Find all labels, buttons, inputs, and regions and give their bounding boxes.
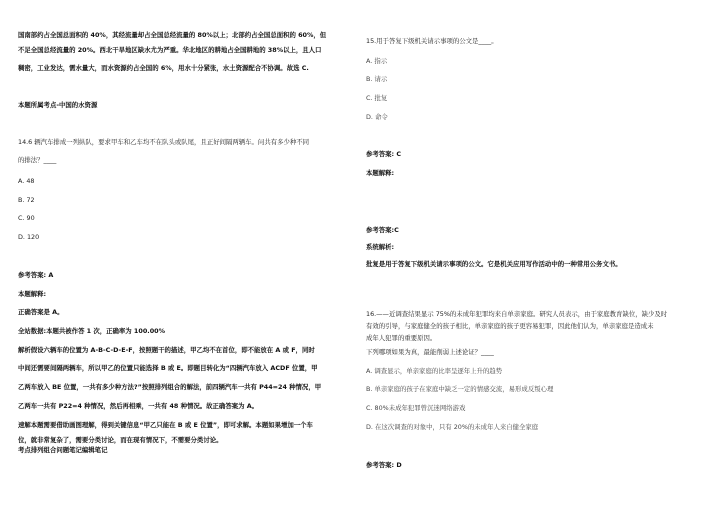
reference-answer: 参考答案: D [366,461,402,469]
question-16-stem: 有效的引导，与家庭健全的孩子相比，单亲家庭的孩子更容易犯罪，因此他们认为，单亲家庭是造成未 [366,322,654,330]
option-b: B. 72 [18,196,35,204]
solution-line: 解析假设六辆车的位置为 A-B-C-D-E-F，按照题干的描述，甲乙均不在首位，即不能放在 A 或 F，同时 [18,346,315,354]
system-analysis-text: 批复是用于答复下级机关请示事项的公文。它是机关应用写作活动中的一种常用公务文书。 [366,260,622,268]
solution-line: 速解本题需要借助画图理解，得到关键信息“甲乙只能在 B 或 E 位置”，即可求解。本题如果增加一个车 [18,421,313,429]
option-b: B. 单亲家庭的孩子在家庭中缺乏一定的情感交流，易形成反叛心理 [366,385,554,393]
option-c: C. 80%未成年犯罪曾沉迷网络游戏 [366,404,466,412]
question-14-stem: 的排法？____ [18,156,57,164]
option-a: A. 48 [18,177,35,185]
option-b: B. 请示 [366,75,388,83]
reference-answer: 参考答案: A [18,271,54,279]
solution-line: 中间还需要间隔两辆车，所以甲乙的位置只能选择 B 或 E。即题目转化为“四辆汽车放入 ACDF 位置，甲 [18,364,318,372]
question-16-stem: 16.——近调查结果显示 75%的未成年犯罪均来自单亲家庭。研究人员表示，由于家庭教育缺位，缺少及时 [366,310,668,318]
intro-line: 不足全国总经流量的 20%。西北干旱地区缺水尤为严重。华北地区的耕地占全国耕地的 38%以上，且人口 [18,46,322,54]
question-15-stem: 15.用于答复下级机关请示事项的公文是____。 [366,37,498,45]
analysis-title: 本题解释: [366,169,395,177]
option-d: D. 命令 [366,113,388,121]
option-d: D. 120 [18,233,40,241]
option-c: C. 批复 [366,94,388,102]
solution-line: 位，就非常复杂了，需要分类讨论，而在现有情况下，不需要分类讨论。 [18,436,223,444]
correct-answer: 正确答案是 A。 [18,308,64,316]
option-c: C. 90 [18,214,35,222]
reference-answer: 参考答案:C [366,226,399,234]
reference-answer: 参考答案: C [366,150,402,158]
option-a: A. 调查显示，单亲家庭的比率呈逐年上升的趋势 [366,367,503,375]
knowledge-point: 考点排列组合问题笔记编辑笔记 [18,446,108,454]
site-statistics: 全站数据:本题共被作答 1 次，正确率为 100.00% [18,327,165,335]
system-analysis-title: 系统解析: [366,243,395,251]
option-d: D. 在这次调查的对象中，只有 20%的未成年人来自健全家庭 [366,423,539,431]
analysis-title: 本题解释: [18,290,47,298]
question-14-stem: 14.6 辆汽车排成一列纵队，要求甲车和乙车均不在队头或队尾，且正好间隔两辆车。问共有多少种不同 [18,138,310,146]
solution-line: 乙两车放入 BE 位置，一共有多少种方法?”按照排列组合的解法，前四辆汽车一共有 P44=24 种情况，甲 [18,383,322,391]
knowledge-point: 本题所属考点-中国的水资源 [18,101,98,109]
question-16-prompt: 下列哪项如果为真，最能削弱上述论证？____ [366,348,494,356]
solution-line: 乙两车一共有 P22=4 种情况，然后再相乘，一共有 48 种情况。故正确答案为 A。 [18,402,259,410]
question-16-stem: 成年人犯罪的重要原因。 [366,334,437,342]
intro-line: 稠密，工业发达，需水量大，而水资源约占全国的 6%，用水十分紧张，水土资源配合不协调。故选 C. [18,64,309,72]
intro-line: 国南部约占全国总面积的 40%，其经流量却占全国总经流量的 80%以上；北部约占全国总面积的 60%，但 [18,31,327,39]
option-a: A. 指示 [366,57,388,65]
